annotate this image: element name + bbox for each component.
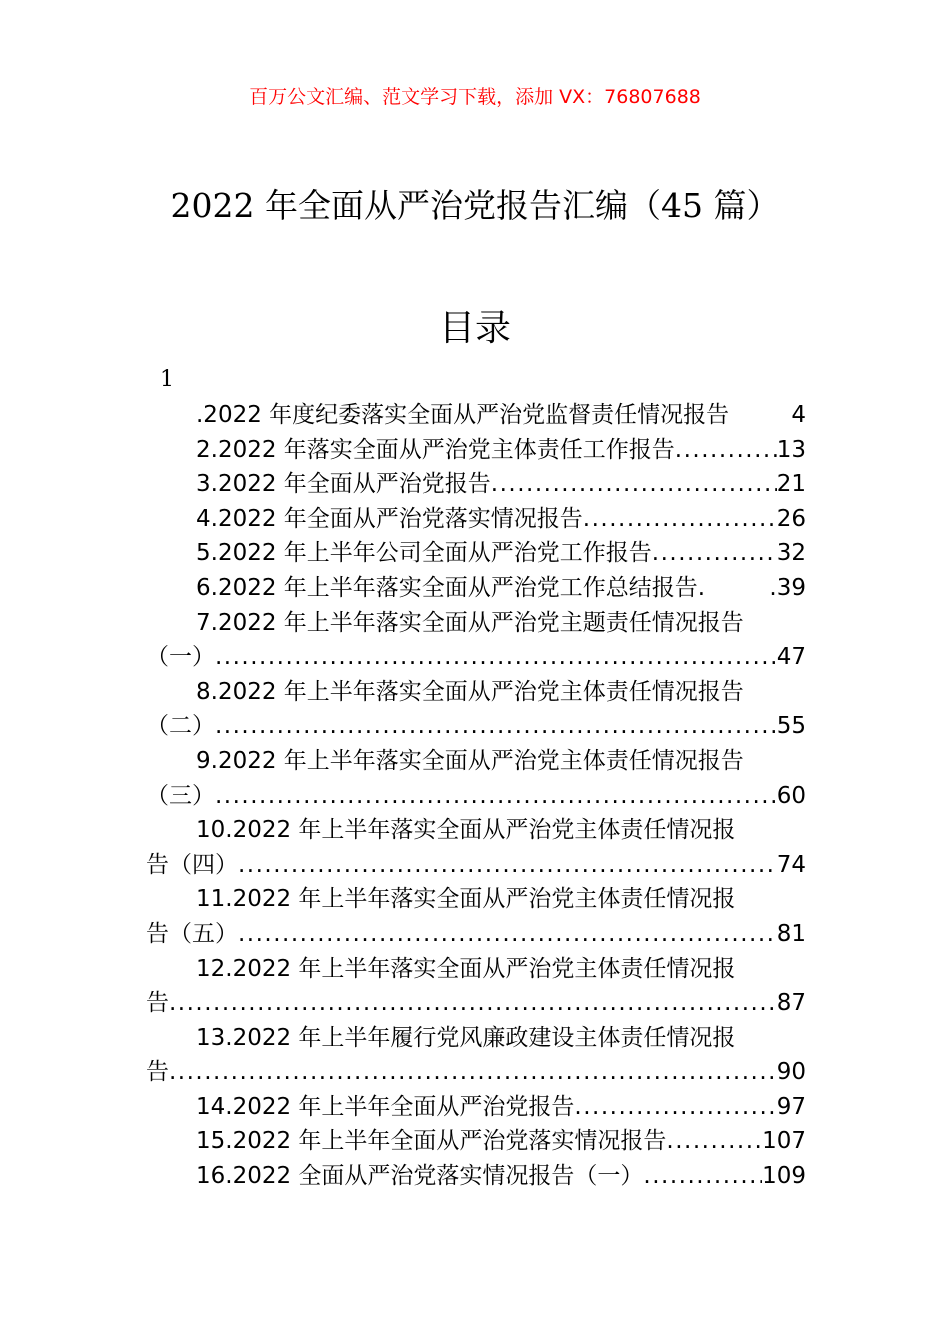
toc-entry-page: 26 — [776, 505, 806, 532]
toc-entry-text: 3.2022 年全面从严治党报告 — [196, 471, 491, 498]
toc-leader-dots — [238, 848, 777, 883]
toc-entry[interactable] — [146, 744, 806, 779]
toc-entry-page: 109 — [762, 1163, 806, 1190]
toc-entry-page: 32 — [776, 540, 806, 567]
toc-entry-continuation[interactable] — [146, 848, 806, 883]
toc-entry[interactable] — [146, 571, 806, 606]
toc-leader-dots — [675, 433, 777, 468]
header-banner: 百万公文汇编、范文学习下载，添加 VX：76807688 — [249, 86, 701, 108]
toc-entry[interactable] — [146, 606, 806, 641]
toc-entry-text: 2.2022 年落实全面从严治党主体责任工作报告 — [196, 436, 675, 463]
toc-leader-dots — [574, 1090, 776, 1125]
toc-entry-page: .39 — [769, 574, 806, 601]
toc-entry-text: 7.2022 年上半年落实全面从严治党主题责任情况报告 — [196, 609, 744, 636]
toc-entry-text-cont: 告（四） — [146, 851, 238, 878]
toc-leader-dots — [491, 467, 777, 502]
toc-entry-text-cont: 告 — [146, 1059, 169, 1086]
toc-leader-dots — [643, 1159, 762, 1194]
toc-entry-page: 90 — [776, 1059, 806, 1086]
toc-entry-page: 60 — [776, 782, 806, 809]
toc-marker: 1 — [160, 367, 174, 392]
toc-entry-text-cont: （二） — [146, 713, 215, 740]
document-title: 2022 年全面从严治党报告汇编（45 篇） — [170, 186, 780, 225]
toc-entry-text: 8.2022 年上半年落实全面从严治党主体责任情况报告 — [196, 678, 744, 705]
toc-entry-page: 74 — [776, 851, 806, 878]
toc-entry[interactable] — [146, 433, 806, 468]
toc-leader-dots — [215, 640, 777, 675]
toc-entry-continuation[interactable] — [146, 986, 806, 1021]
toc-entry-page: 55 — [776, 713, 806, 740]
toc-entry-text: 14.2022 年上半年全面从严治党报告 — [196, 1093, 575, 1120]
toc-entry-text: 10.2022 年上半年落实全面从严治党主体责任情况报 — [196, 817, 736, 844]
toc-leader-dots — [169, 986, 777, 1021]
toc-entry-text-cont: 告 — [146, 990, 169, 1017]
toc-entry-page: 47 — [776, 644, 806, 671]
toc-entry-page: 97 — [776, 1093, 806, 1120]
toc-leader-dots — [215, 709, 777, 744]
toc-entry[interactable] — [146, 502, 806, 537]
toc-entry-continuation[interactable] — [146, 1055, 806, 1090]
toc-entry-page: 4 — [791, 402, 806, 428]
toc-entry-text: 16.2022 全面从严治党落实情况报告（一） — [196, 1163, 644, 1190]
toc-entry[interactable] — [146, 882, 806, 917]
toc-entry-text-cont: 告（五） — [146, 920, 238, 947]
toc-entry-text: 4.2022 年全面从严治党落实情况报告 — [196, 505, 583, 532]
toc-entry[interactable] — [146, 1124, 806, 1159]
toc-entry-text: 6.2022 年上半年落实全面从严治党工作总结报告. — [196, 574, 706, 601]
toc-leader-dots — [666, 1124, 762, 1159]
toc-entry-continuation[interactable] — [146, 709, 806, 744]
toc-entry-page: 107 — [762, 1128, 806, 1155]
toc-entry[interactable] — [146, 1021, 806, 1056]
toc-entry-text-cont: （一） — [146, 644, 215, 671]
toc-entry-text: .2022 年度纪委落实全面从严治党监督责任情况报告 — [196, 402, 730, 428]
toc-leader-dots — [583, 502, 777, 537]
toc-entry-text-cont: （三） — [146, 782, 215, 809]
toc-entry-continuation[interactable] — [146, 917, 806, 952]
toc-heading: 目录 — [438, 308, 511, 349]
toc-entry-text: 15.2022 年上半年全面从严治党落实情况报告 — [196, 1128, 667, 1155]
toc-entry-text: 5.2022 年上半年公司全面从严治党工作报告 — [196, 540, 652, 567]
toc-entry[interactable] — [146, 1159, 806, 1194]
toc-leader-dots — [215, 779, 777, 814]
toc-entry-continuation[interactable] — [146, 640, 806, 675]
toc-entry-page: 87 — [776, 990, 806, 1017]
toc-entry-text: 12.2022 年上半年落实全面从严治党主体责任情况报 — [196, 955, 736, 982]
toc-leader-dots — [238, 917, 777, 952]
toc-entry-page: 13 — [776, 436, 806, 463]
toc-entry[interactable] — [146, 536, 806, 571]
toc-entry-text: 11.2022 年上半年落实全面从严治党主体责任情况报 — [196, 886, 736, 913]
toc-entry[interactable] — [146, 952, 806, 987]
toc-entry-page: 21 — [776, 471, 806, 498]
toc-entry[interactable] — [146, 813, 806, 848]
toc-entry[interactable] — [146, 1090, 806, 1125]
toc-entry[interactable] — [146, 467, 806, 502]
toc-entry-text: 9.2022 年上半年落实全面从严治党主体责任情况报告 — [196, 747, 744, 774]
toc-leader-dots — [169, 1055, 777, 1090]
toc-entry-text: 13.2022 年上半年履行党风廉政建设主体责任情况报 — [196, 1024, 736, 1051]
toc-leader-dots — [652, 536, 777, 571]
toc-entry[interactable] — [146, 675, 806, 710]
toc-entry-page: 81 — [776, 920, 806, 947]
toc-entry-continuation[interactable] — [146, 779, 806, 814]
table-of-contents — [146, 398, 806, 1194]
toc-entry[interactable] — [146, 398, 806, 433]
